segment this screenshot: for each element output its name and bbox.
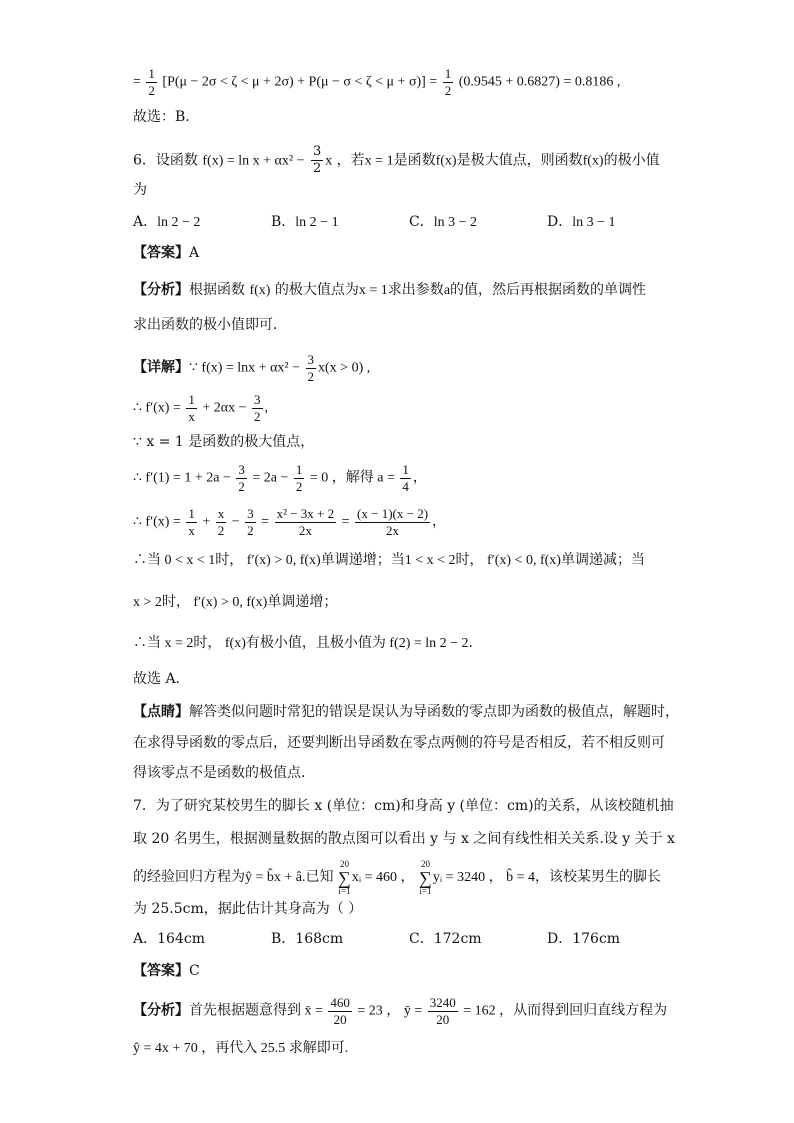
q7-text: .已知 bbox=[302, 870, 334, 886]
frac-den: 2 bbox=[254, 409, 261, 424]
q6-detail-line5 bbox=[133, 506, 446, 539]
prev-formula-line bbox=[133, 66, 620, 99]
frac-den: 2x bbox=[298, 523, 312, 538]
detail-tag: 【详解】 bbox=[133, 360, 189, 376]
q6-detail-line3: ∵ x = 1 是函数的极大值点， bbox=[133, 434, 315, 450]
option-text: ln 2 − 1 bbox=[295, 215, 339, 230]
q7-answer bbox=[133, 960, 200, 982]
analysis-text: 首先根据题意得到 bbox=[189, 1003, 301, 1019]
answer-value: A bbox=[189, 245, 200, 261]
detail-math: = bbox=[341, 514, 350, 530]
half-fraction-2 bbox=[443, 66, 454, 99]
q6-comment-line3: 得该零点不是函数的极值点． bbox=[133, 765, 315, 781]
option-text: 164cm bbox=[157, 931, 205, 947]
q7-option-d bbox=[547, 928, 620, 950]
q6-monotonic-1: ∴当 0 < x < 1时， f′(x) > 0, f(x)单调递增；当1 < x < 2时， f′(x) < 0, f(x)单调递减；当 bbox=[133, 553, 645, 568]
q7-text: 的经验回归方程为 bbox=[133, 870, 245, 886]
frac-num: 1 bbox=[148, 66, 155, 81]
frac bbox=[294, 462, 305, 495]
answer-value: C bbox=[189, 963, 200, 979]
q6-text: ，若 bbox=[336, 152, 365, 169]
frac-den: 2 bbox=[217, 523, 225, 538]
frac-num: x bbox=[217, 506, 225, 521]
sum-top: 20 bbox=[339, 859, 349, 869]
frac-den: 20 bbox=[436, 1012, 450, 1027]
detail-math: = bbox=[261, 514, 270, 530]
option-label: A． bbox=[133, 214, 158, 230]
q7-analysis-line2: ŷ = 4x + 70 ，再代入 25.5 求解即可. bbox=[133, 1041, 349, 1056]
q6-monotonic-3: ∴当 x = 2时， f(x)有极小值，且极小值为 f(2) = ln 2 − 2． bbox=[133, 636, 483, 651]
half-fraction bbox=[146, 66, 157, 99]
analysis-tag: 【分析】 bbox=[133, 1003, 189, 1019]
q6-fx: f(x) bbox=[582, 153, 604, 169]
analysis-text: 根据函数 bbox=[189, 282, 245, 298]
q6-option-c bbox=[409, 211, 477, 234]
analysis-tag: 【分析】 bbox=[133, 282, 189, 298]
q6-text: 的极小值 bbox=[603, 152, 660, 169]
q6-comment-line1 bbox=[133, 701, 679, 723]
comment-tag: 【点睛】 bbox=[133, 704, 189, 720]
prob-result: (0.9545 + 0.6827) = 0.8186 , bbox=[458, 74, 621, 90]
q6-number: 6．设函数 bbox=[133, 152, 198, 169]
detail-math: , bbox=[264, 400, 268, 416]
analysis-math: f(x) bbox=[249, 283, 271, 298]
equals-sign: = bbox=[133, 74, 141, 90]
frac-den: 4 bbox=[402, 479, 409, 494]
q7-option-c bbox=[409, 928, 482, 950]
detail-math: ∵ f(x) = lnx + αx² − bbox=[189, 360, 301, 376]
option-label: A． bbox=[133, 931, 158, 947]
frac-num: 1 bbox=[295, 462, 303, 477]
q6-choice: 故选 A． bbox=[133, 671, 190, 687]
analysis-math: = 23 ， bbox=[357, 1003, 401, 1019]
frac bbox=[428, 995, 458, 1028]
q6-analysis-line1 bbox=[133, 279, 646, 302]
frac-num: 1 bbox=[402, 462, 409, 477]
frac bbox=[245, 506, 256, 539]
detail-math: ∴ f′(x) = bbox=[133, 400, 181, 416]
detail-math: ∴ f′(1) = 1 + 2a − bbox=[133, 470, 231, 486]
q6-comment-line2: 在求得导函数的零点后，还要判断出导函数在零点两侧的符号是否相反，若不相反则可 bbox=[133, 735, 665, 751]
frac-den: 20 bbox=[333, 1012, 347, 1027]
frac-den: 2x bbox=[386, 523, 400, 538]
q7-analysis-line1 bbox=[133, 995, 667, 1028]
frac bbox=[186, 506, 197, 539]
q7-option-b bbox=[271, 928, 343, 950]
q6-detail-line1 bbox=[133, 352, 370, 385]
option-label: C． bbox=[409, 214, 434, 230]
frac bbox=[355, 506, 430, 539]
sum-bot: i=1 bbox=[338, 886, 351, 896]
q6-option-b bbox=[271, 211, 339, 234]
detail-math: ， bbox=[432, 514, 447, 530]
q6-option-d bbox=[547, 211, 616, 234]
q6-stem-line2: 为 bbox=[133, 182, 147, 198]
frac bbox=[186, 392, 197, 425]
q7-text: ，该校某男生的脚长 bbox=[534, 870, 661, 886]
q6-detail-line2 bbox=[133, 392, 268, 425]
q6-cond: x = 1 bbox=[364, 153, 394, 169]
analysis-text: = 162 ，从而得到回归直线方程为 bbox=[463, 1003, 668, 1019]
answer-tag: 【答案】 bbox=[133, 963, 189, 979]
q6-frac bbox=[311, 144, 323, 177]
detail-math: = 2a − bbox=[252, 470, 289, 486]
frac-den: 2 bbox=[312, 161, 322, 176]
option-label: C． bbox=[409, 931, 434, 947]
q7-sum-y: yᵢ = 3240 ， bbox=[432, 870, 503, 886]
y-bar: ȳ = bbox=[403, 1003, 423, 1019]
detail-math: = 0 ，解得 bbox=[309, 470, 374, 486]
q6-analysis-line2: 求出函数的极小值即可． bbox=[133, 317, 287, 333]
sigma-icon: ∑ bbox=[419, 868, 432, 888]
sum-bot: i=1 bbox=[419, 886, 432, 896]
q6-fx: f(x) bbox=[435, 153, 457, 169]
option-text: 176cm bbox=[572, 931, 621, 947]
frac-num: 3240 bbox=[429, 995, 456, 1010]
option-text: ln 3 − 1 bbox=[572, 215, 616, 230]
q6-text: 是函数 bbox=[393, 152, 436, 169]
frac-num: 1 bbox=[188, 506, 195, 521]
option-label: B． bbox=[271, 214, 296, 230]
option-text: 172cm bbox=[433, 931, 482, 947]
sigma-icon: ∑ bbox=[338, 868, 351, 888]
option-label: B． bbox=[271, 931, 296, 947]
frac bbox=[252, 392, 263, 425]
frac-num: (x − 1)(x − 2) bbox=[357, 506, 429, 521]
analysis-math: x = 1 bbox=[358, 283, 388, 298]
frac-den: x bbox=[188, 409, 195, 424]
option-text: ln 2 − 2 bbox=[157, 215, 201, 230]
detail-math: x(x > 0) , bbox=[318, 360, 371, 376]
frac-num: 460 bbox=[330, 995, 350, 1010]
frac-den: 2 bbox=[238, 479, 245, 494]
answer-tag: 【答案】 bbox=[133, 245, 189, 261]
frac bbox=[275, 506, 337, 539]
option-label: D． bbox=[547, 214, 573, 230]
q7-stem-line1: 7．为了研究某校男生的脚长 x (单位：cm)和身高 y (单位：cm)的关系，从该校随机抽 bbox=[133, 798, 674, 814]
q6-option-a bbox=[133, 211, 200, 234]
q7-stem-line4: 为 25.5cm，据此估计其身高为（ ） bbox=[133, 901, 363, 917]
frac-den: 2 bbox=[295, 479, 303, 494]
detail-math: − bbox=[231, 514, 240, 530]
frac-num: 1 bbox=[444, 66, 452, 81]
prob-bracket: [P(μ − 2σ < ζ < μ + 2σ) + P(μ − σ < ζ < μ + σ)] = bbox=[162, 74, 438, 90]
frac bbox=[216, 506, 227, 539]
frac-den: 2 bbox=[444, 83, 452, 98]
prev-choice: 故选：B. bbox=[133, 109, 190, 125]
x-bar: x̄ = bbox=[304, 1003, 323, 1019]
frac-den: 2 bbox=[247, 523, 254, 538]
q7-option-a bbox=[133, 928, 205, 950]
frac-den: x bbox=[188, 523, 195, 538]
frac bbox=[328, 995, 352, 1028]
option-text: ln 3 − 2 bbox=[433, 215, 478, 230]
detail-math: + bbox=[202, 514, 211, 530]
frac bbox=[306, 352, 317, 385]
frac-den: 2 bbox=[148, 83, 155, 98]
frac bbox=[400, 462, 411, 495]
detail-math: + 2αx − bbox=[202, 400, 247, 416]
frac-num: 3 bbox=[312, 144, 322, 159]
sum-symbol bbox=[419, 860, 432, 896]
q7-stem-line3 bbox=[133, 860, 661, 896]
q7-slope: b̂ = 4 bbox=[506, 870, 535, 886]
analysis-math: a bbox=[443, 283, 451, 298]
frac-den: 2 bbox=[307, 369, 315, 384]
q6-function: f(x) = ln x + αx² − bbox=[202, 153, 305, 169]
frac-num: x² − 3x + 2 bbox=[276, 506, 335, 521]
detail-math: ∴ f′(x) = bbox=[133, 514, 181, 530]
option-label: D． bbox=[547, 931, 573, 947]
q6-func-end: x bbox=[325, 153, 333, 169]
sum-symbol bbox=[338, 860, 351, 896]
sum-top: 20 bbox=[420, 859, 430, 869]
q6-stem-line1 bbox=[133, 144, 660, 177]
frac-num: 1 bbox=[188, 392, 195, 407]
frac-num: 3 bbox=[307, 352, 315, 367]
detail-math: a = bbox=[377, 470, 395, 486]
analysis-text: 的值，然后再根据函数的单调性 bbox=[450, 282, 647, 298]
q7-stem-line2: 取 20 名男生，根据测量数据的散点图可以看出 y 与 x 之间有线性相关关系.设 y 关于 x bbox=[133, 831, 675, 847]
frac-num: 3 bbox=[247, 506, 254, 521]
frac-num: 3 bbox=[254, 392, 261, 407]
frac-num: 3 bbox=[238, 462, 245, 477]
q7-equation: ŷ = b̂x + â bbox=[245, 870, 303, 886]
comment-text: 解答类似问题时常犯的错误是误认为导函数的零点即为函数的极值点，解题时， bbox=[189, 704, 679, 720]
analysis-text: 的极大值点为 bbox=[274, 282, 359, 298]
q6-text: 是极大值点，则函数 bbox=[456, 152, 583, 169]
q6-monotonic-2: x > 2时， f′(x) > 0, f(x)单调递增； bbox=[133, 595, 338, 610]
option-text: 168cm bbox=[295, 931, 344, 947]
q6-answer bbox=[133, 242, 199, 264]
q7-sum-x: xᵢ = 460 ， bbox=[351, 870, 415, 886]
analysis-text: 求出参数 bbox=[387, 282, 444, 298]
q6-detail-line4 bbox=[133, 462, 427, 495]
detail-math: ， bbox=[412, 470, 427, 486]
frac bbox=[236, 462, 247, 495]
